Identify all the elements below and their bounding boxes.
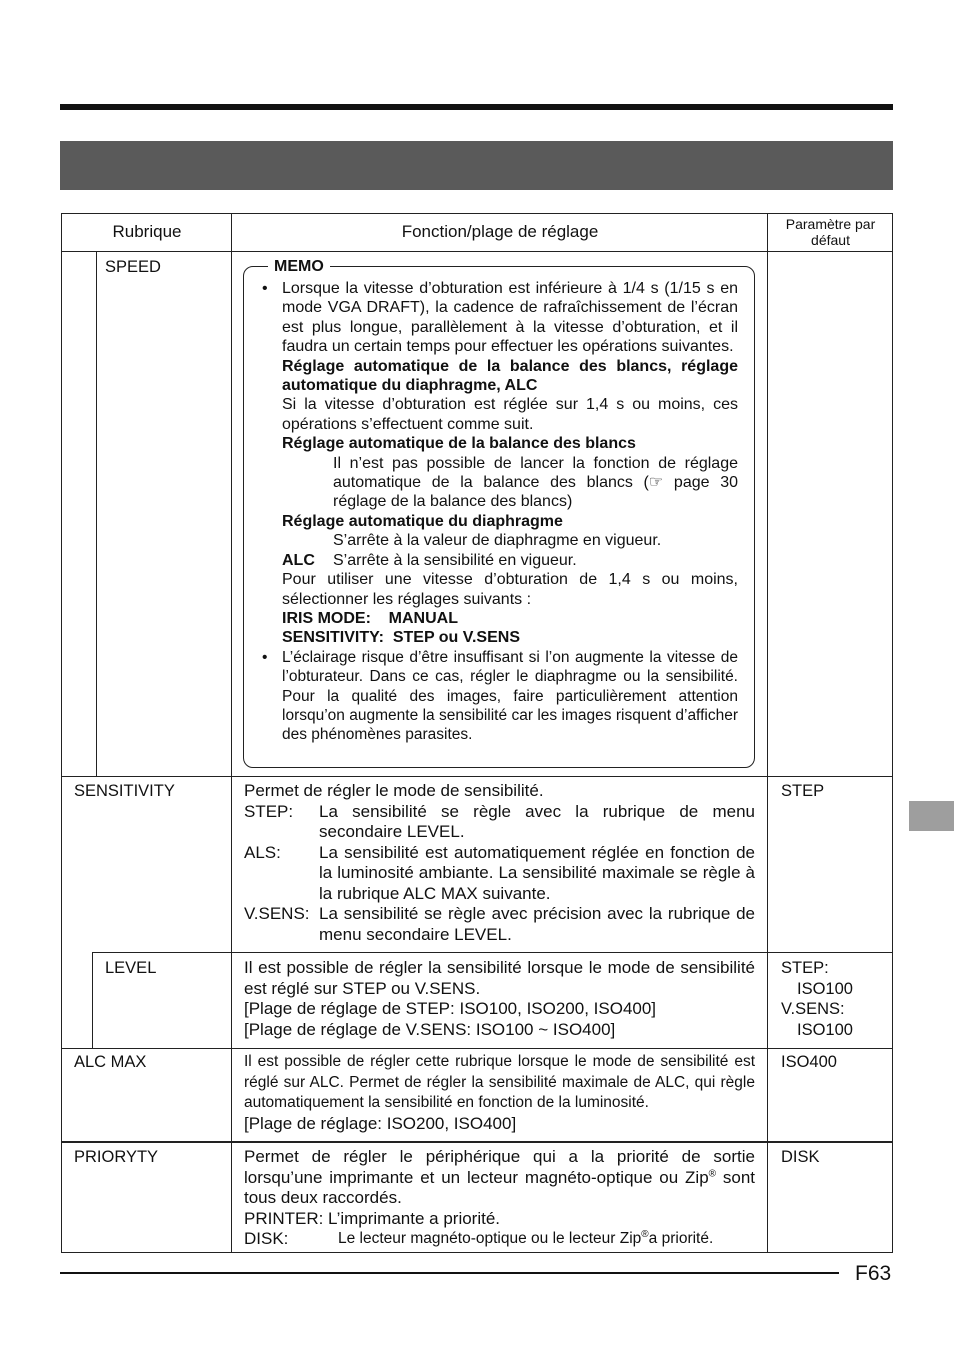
memo-heading-3: Réglage automatique du diaphragme [282, 512, 563, 530]
disk-text [338, 1229, 755, 1250]
memo-alc-text: S’arrête à la sensibilité en vigueur. [333, 551, 577, 569]
memo-text-3: S’arrête à la valeur de diaphragme en vigueur. [333, 532, 662, 550]
memo-text-2: Il n’est pas possible de lancer la fonction de réglage automatique de la balance des blancs (☞ page 30 réglage de la balance des blancs) [333, 454, 738, 511]
default-alc-max: ISO400 [781, 1053, 837, 1071]
priority-printer: PRINTER: L’imprimante a priorité. [244, 1208, 501, 1228]
memo-heading-1: Réglage automatique de la balance des blancs, réglage automatique du diaphragme, ALC [282, 357, 738, 395]
registered-mark: ® [708, 1167, 717, 1179]
row-rule [92, 952, 892, 953]
col-divider-default [767, 214, 768, 1253]
step-key: STEP: [244, 801, 294, 821]
settings-table [61, 213, 893, 1253]
item-alc-max: ALC MAX [74, 1053, 147, 1071]
disk-key: DISK: [244, 1229, 289, 1248]
memo-alc [262, 551, 738, 570]
header-item: Rubrique [112, 222, 182, 241]
col-divider-item [231, 214, 232, 1253]
memo-heading-2: Réglage automatique de la balance des blancs [282, 435, 636, 453]
default-level [781, 958, 853, 1040]
als-key: ALS: [244, 842, 281, 862]
disk-text-a: Le lecteur magnéto-optique ou le lecteur Zip [338, 1230, 642, 1247]
item-level: LEVEL [105, 959, 157, 977]
priority-text-b: sont tous deux raccordés. [244, 1167, 756, 1207]
item-sensitivity: SENSITIVITY [74, 782, 175, 800]
item-speed: SPEED [105, 258, 161, 276]
bottom-rule [60, 1272, 839, 1274]
header-default: Paramètre par défaut [785, 216, 876, 248]
alc-max-range: [Plage de réglage: ISO200, ISO400] [244, 1113, 517, 1133]
level-function [244, 958, 755, 1040]
memo-setting-1: IRIS MODE: MANUAL [282, 609, 458, 627]
sensitivity-intro: Permet de régler le mode de sensibilité. [244, 781, 544, 800]
default-level-2: ISO100 [797, 979, 853, 998]
disk-text-b: a priorité. [648, 1230, 714, 1247]
alc-max-text: Il est possible de régler cette rubrique lorsque le mode de sensibilité est réglé sur ALC. Permet de régler la sensibilité maximale de ALC, qui règle automatiquement la sensibilité en fonction de la luminosité. [244, 1053, 755, 1111]
vsens-text: La sensibilité se règle avec précision avec la rubrique de menu secondaire LEVEL. [319, 904, 755, 944]
memo-box [243, 258, 755, 768]
row-rule [62, 1141, 892, 1143]
memo-body [262, 279, 738, 745]
priority-function [244, 1147, 755, 1250]
item-priority: PRIORYTY [74, 1148, 159, 1166]
step-text: La sensibilité se règle avec la rubrique de menu secondaire LEVEL. [319, 801, 755, 841]
page-number: F63 [855, 1262, 892, 1285]
memo-bullet-2: L’éclairage risque d’être insuffisant si l’on augmente la vitesse de l’obturateur. Dans ce cas, régler le diaphragme ou la sensibilité. Pour la qualité des images, faire particulièrement attention lorsqu’on augmente la sensibilité car les images risquent d’afficher des phénomènes parasites. [282, 648, 738, 744]
default-sensitivity: STEP [781, 782, 825, 800]
header-function: Fonction/plage de réglage [401, 222, 599, 241]
title-band [60, 141, 893, 190]
indent-level [92, 952, 93, 1048]
default-priority: DISK [781, 1148, 820, 1166]
memo-title: MEMO [268, 258, 330, 276]
row-rule [62, 1048, 892, 1049]
registered-mark: ® [641, 1228, 649, 1240]
default-level-4: ISO100 [797, 1020, 853, 1039]
default-level-3: V.SENS: [781, 1000, 845, 1018]
indent-speed [96, 251, 97, 776]
bullet: • [262, 648, 268, 666]
priority-text-a: Permet de régler le périphérique qui a la priorité de sortie lorsqu’une imprimante et un lecteur magnéto-optique ou Zip [244, 1147, 755, 1187]
memo-alc-label: ALC [282, 551, 315, 569]
level-range-step: [Plage de réglage de STEP: ISO100, ISO200, ISO400] [244, 999, 657, 1018]
priority-text [244, 1147, 755, 1209]
row-rule [62, 776, 892, 777]
memo-bullet-1: Lorsque la vitesse d’obturation est inférieure à 1/4 s (1/15 s en mode VGA DRAFT), la cadence de rafraîchissement de l’écran est plus longue, parallèlement à la vitesse d’obturation, et il faudra un certain temps pour effectuer les opérations suivantes. [282, 280, 738, 356]
als-text: La sensibilité est automatiquement réglée en fonction de la luminosité ambiante. La sensibilité maximale se règle à la rubrique ALC MAX suivante. [319, 842, 755, 903]
memo-text-1: Si la vitesse d’obturation est réglée sur 1,4 s ou moins, ces opérations s’effectuent comme suit. [282, 396, 738, 433]
sensitivity-function [244, 781, 755, 945]
top-rule [60, 104, 893, 110]
vsens-key: V.SENS: [244, 904, 310, 923]
alc-max-function [244, 1052, 755, 1134]
default-level-1: STEP: [781, 959, 829, 977]
memo-setting-2: SENSITIVITY: STEP ou V.SENS [282, 629, 520, 647]
side-tab [909, 801, 954, 831]
level-text: Il est possible de régler la sensibilité lorsque le mode de sensibilité est réglé sur STEP ou V.SENS. [244, 958, 755, 998]
memo-text-4: Pour utiliser une vitesse d’obturation de 1,4 s ou moins, sélectionner les réglages suivants : [282, 571, 738, 608]
bullet: • [262, 280, 268, 297]
level-range-vsens: [Plage de réglage de V.SENS: ISO100 ~ ISO400] [244, 1019, 616, 1039]
